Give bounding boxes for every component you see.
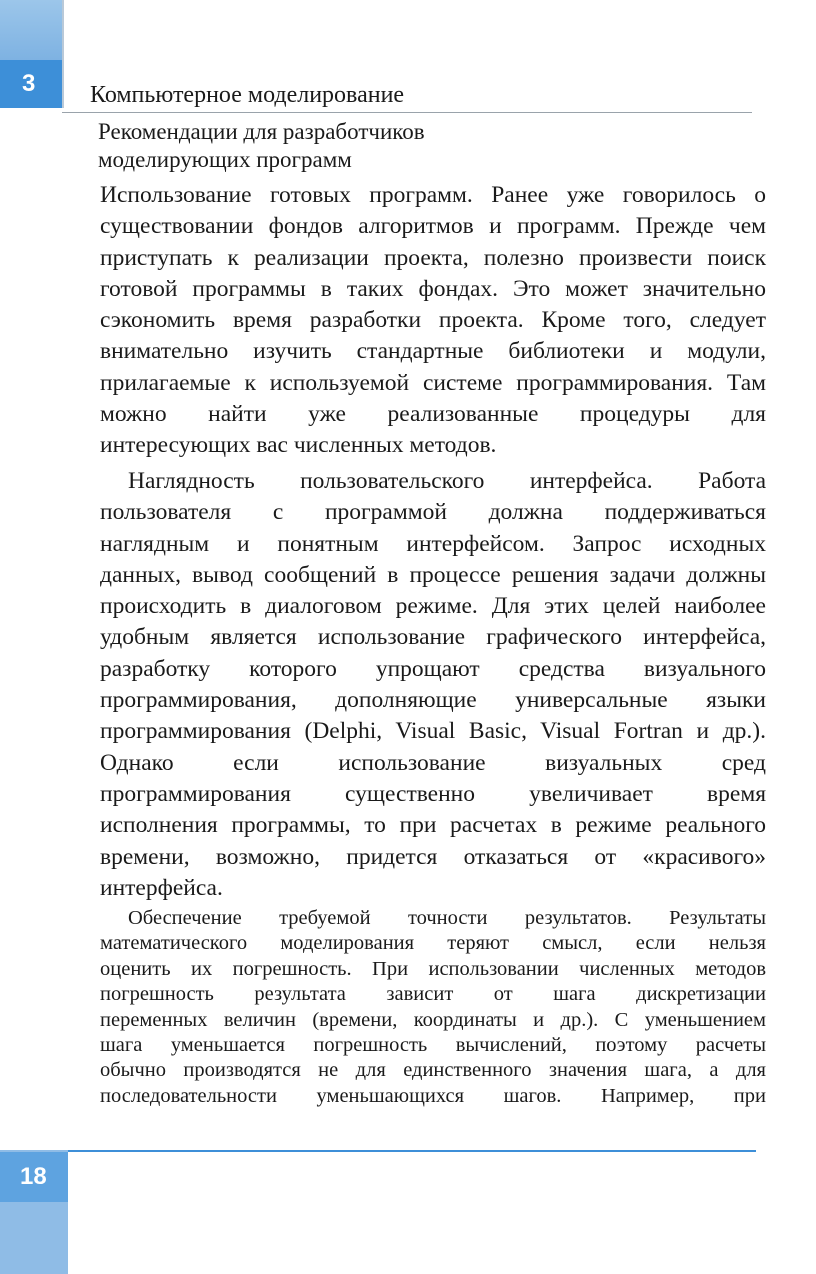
text-line: переменных величин (времени, координаты и др.). С уменьшением <box>100 1008 766 1031</box>
section-heading-line: моделирующих программ <box>98 147 352 172</box>
text-line: Однако если использование визуальных сред <box>100 749 766 776</box>
text-line: происходить в диалоговом режиме. Для этих целей наиболее <box>100 593 766 620</box>
text-line: Обеспечение требуемой точности результатов. Результаты <box>128 907 766 929</box>
text-line: Наглядность пользовательского интерфейса. Работа <box>128 468 766 494</box>
paragraph-ready-programs <box>100 180 766 462</box>
text-line: интерфейса. <box>100 874 223 901</box>
text-line: готовой программы в таких фондах. Это может значительно <box>100 275 766 302</box>
paragraph-ui-clarity <box>100 466 766 904</box>
text-line: последовательности уменьшающихся шагов. Например, при <box>100 1084 766 1107</box>
chapter-number: 3 <box>0 60 62 108</box>
text-line: программирования существенно увеличивает время <box>100 780 766 807</box>
footer-divider <box>68 1150 756 1152</box>
text-line: пользователя с программой должна поддерживаться <box>100 499 766 526</box>
section-heading <box>98 118 738 174</box>
text-line: наглядным и понятным интерфейсом. Запрос исходных <box>100 530 766 557</box>
text-line: Использование готовых программ. Ранее уже говорилось о <box>100 182 766 208</box>
chapter-tab <box>0 0 62 108</box>
text-line: шага уменьшается погрешность вычислений, поэтому расчеты <box>100 1034 766 1057</box>
header-divider <box>62 112 752 113</box>
side-divider <box>62 0 64 108</box>
text-line: оценить их погрешность. При использовании численных методов <box>100 957 766 980</box>
text-line: прилагаемые к используемой системе программирования. Там <box>100 369 766 396</box>
text-line: можно найти уже реализованные процедуры для <box>100 401 766 428</box>
text-line: погрешность результата зависит от шага дискретизации <box>100 983 766 1006</box>
text-line: исполнения программы, то при расчетах в режиме реального <box>100 812 766 839</box>
text-line: сэкономить время разработки проекта. Кроме того, следует <box>100 307 766 334</box>
text-line: внимательно изучить стандартные библиотеки и модули, <box>100 338 766 365</box>
text-line: интересующих вас численных методов. <box>100 432 497 459</box>
text-line: разработку которого упрощают средства визуального <box>100 655 766 682</box>
running-title: Компьютерное моделирование <box>90 82 405 108</box>
paragraph-accuracy <box>100 906 766 1109</box>
text-line: существовании фондов алгоритмов и программ. Прежде чем <box>100 213 766 240</box>
page-number: 18 <box>0 1152 68 1202</box>
text-line: приступать к реализации проекта, полезно произвести поиск <box>100 244 766 271</box>
text-line: математического моделирования теряют смысл, если нельзя <box>100 932 766 955</box>
side-band <box>0 0 62 1274</box>
text-line: обычно производятся не для единственного значения шага, а для <box>100 1059 766 1082</box>
section-heading-line: Рекомендации для разработчиков <box>98 119 425 144</box>
text-line: данных, вывод сообщений в процессе решения задачи должны <box>100 561 766 588</box>
text-line: удобным является использование графического интерфейса, <box>100 624 766 651</box>
chapter-tab-accent <box>0 0 62 60</box>
text-line: программирования (Delphi, Visual Basic, Visual Fortran и др.). <box>100 718 766 745</box>
text-line: программирования, дополняющие универсальные языки <box>100 687 766 714</box>
text-line: времени, возможно, придется отказаться от «красивого» <box>100 843 766 870</box>
